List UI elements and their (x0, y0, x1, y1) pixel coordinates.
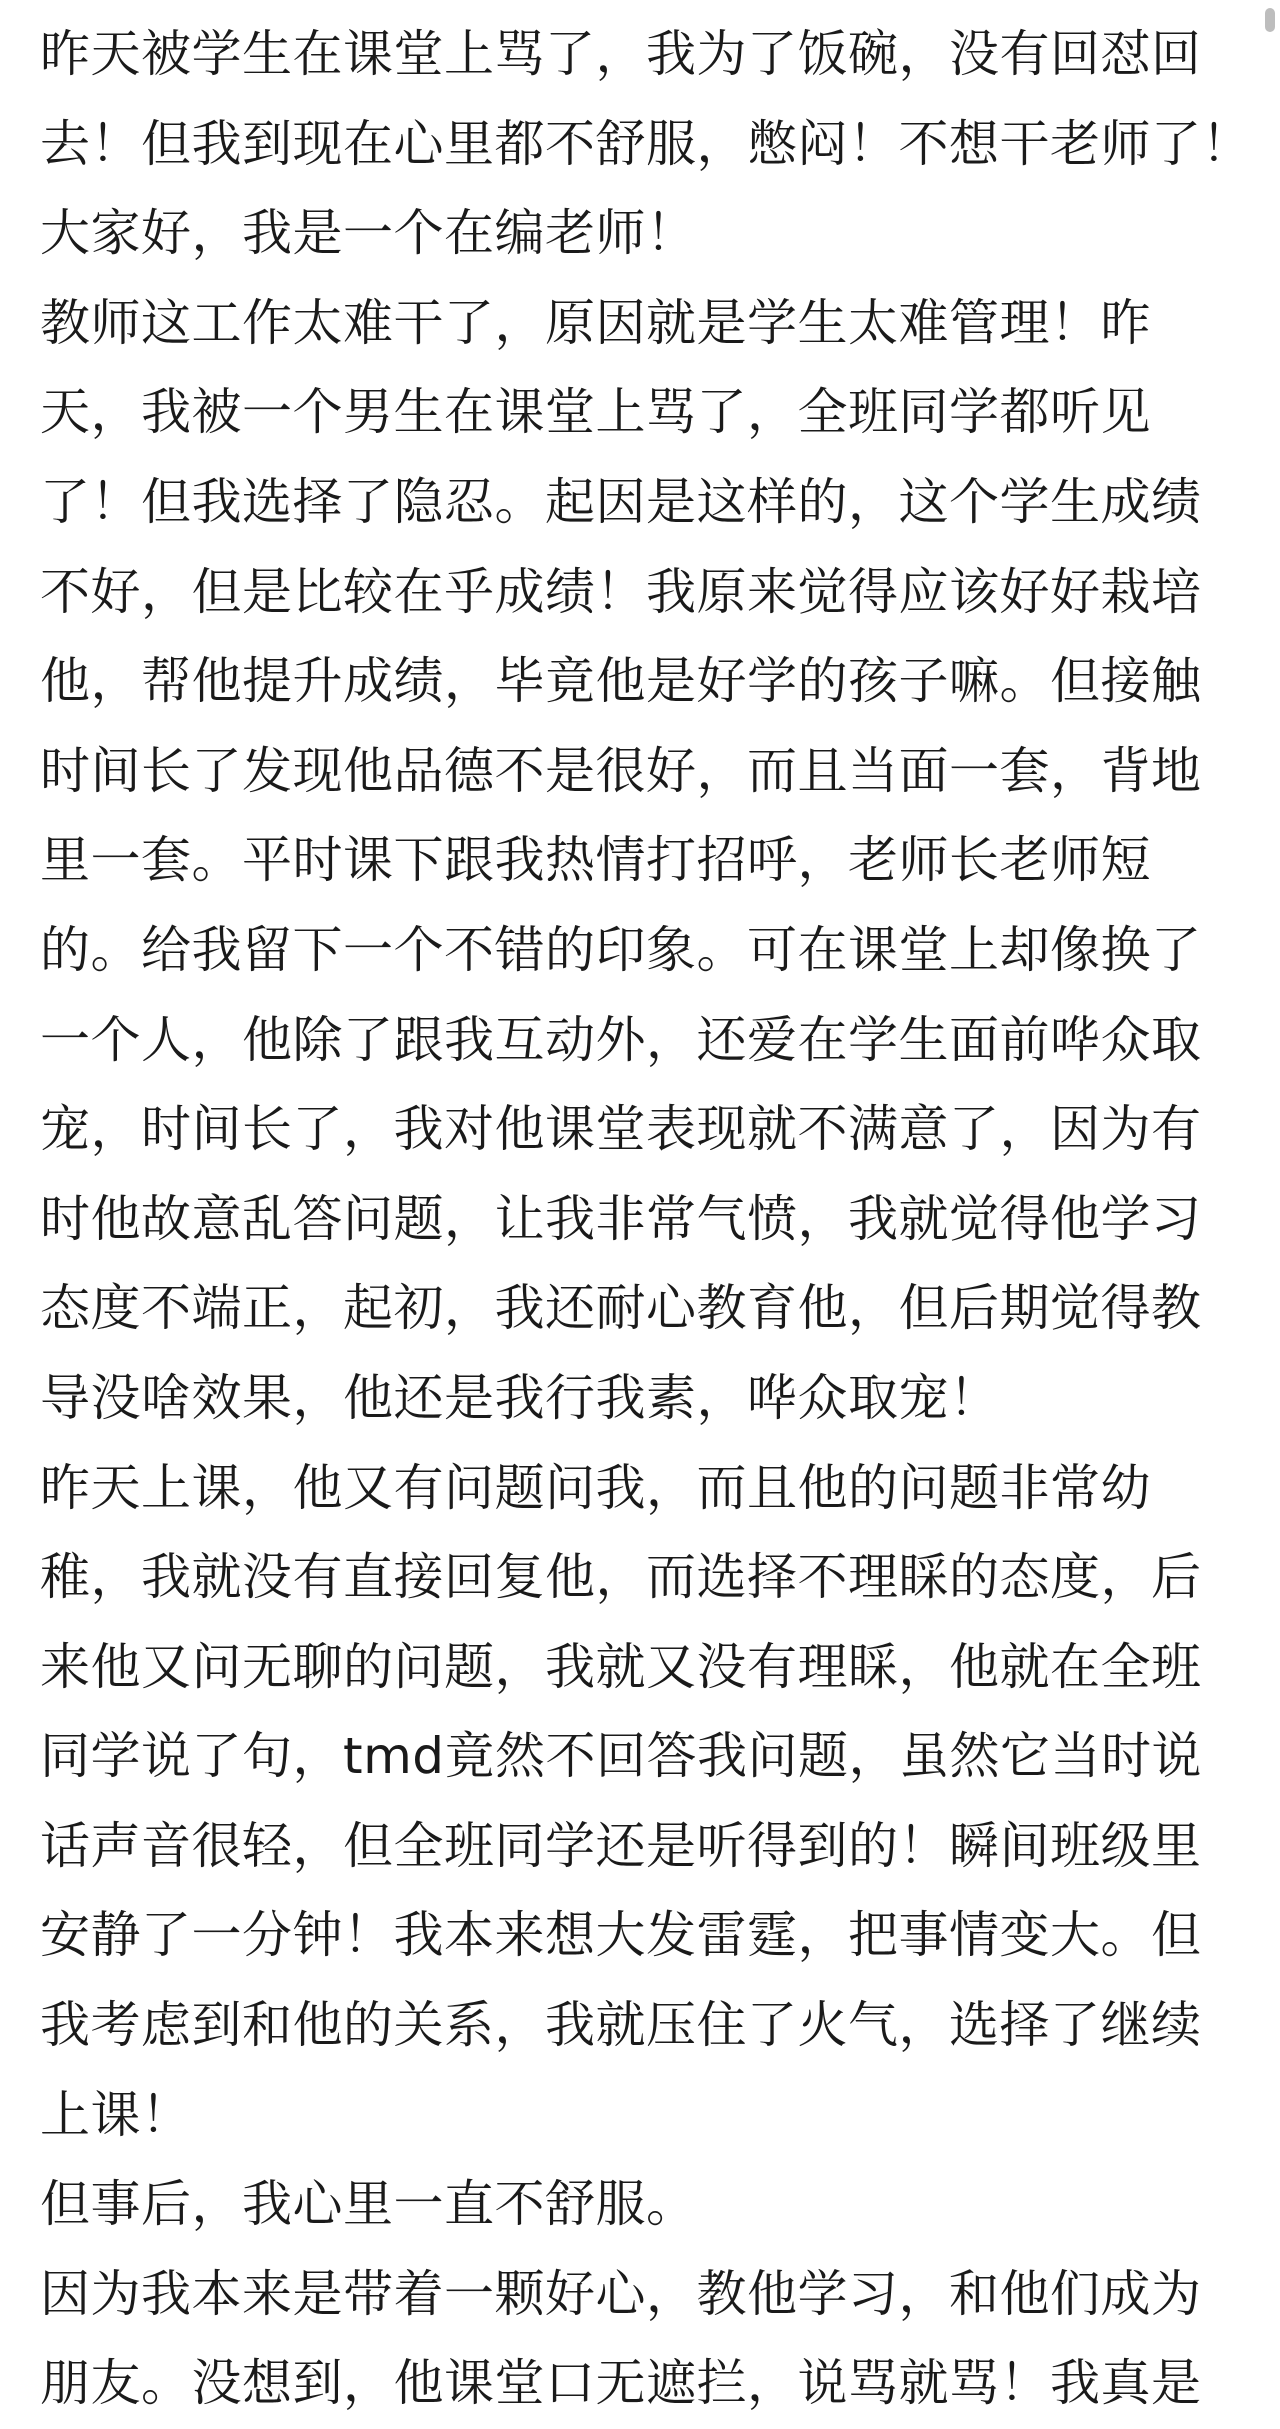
text-line: 宠，时间长了，我对他课堂表现就不满意了，因为有 (40, 1100, 1202, 1159)
article-body (40, 10, 1252, 2429)
text-line: 一个人，他除了跟我互动外，还爱在学生面前哗众取 (40, 1010, 1202, 1069)
text-line: 我考虑到和他的关系，我就压住了火气，选择了继续 (40, 1996, 1202, 2055)
scrollbar-thumb[interactable] (1265, 8, 1275, 32)
text-line: 朋友。没想到，他课堂口无遮拦，说骂就骂！我真是 (40, 2354, 1202, 2413)
text-line: 不好，但是比较在乎成绩！我原来觉得应该好好栽培 (40, 562, 1202, 621)
text-line: 里一套。平时课下跟我热情打招呼，老师长老师短 (40, 831, 1151, 890)
text-line: 了！但我选择了隐忍。起因是这样的，这个学生成绩 (40, 472, 1202, 531)
text-line: 时间长了发现他品德不是很好，而且当面一套，背地 (40, 741, 1202, 800)
text-line: 话声音很轻，但全班同学还是听得到的！瞬间班级里 (40, 1816, 1202, 1875)
text-line: 同学说了句，tmd竟然不回答我问题，虽然它当时说 (40, 1727, 1203, 1786)
text-line: 来他又问无聊的问题，我就又没有理睬，他就在全班 (40, 1637, 1202, 1696)
text-line: 他，帮他提升成绩，毕竟他是好学的孩子嘛。但接触 (40, 652, 1202, 711)
text-line: 导没啥效果，他还是我行我素，哗众取宠！ (40, 1368, 1000, 1427)
text-line: 天，我被一个男生在课堂上骂了，全班同学都听见 (40, 383, 1151, 442)
text-line: 安静了一分钟！我本来想大发雷霆，把事情变大。但 (40, 1906, 1202, 1965)
text-line: 时他故意乱答问题，让我非常气愤，我就觉得他学习 (40, 1189, 1202, 1248)
text-line: 教师这工作太难干了，原因就是学生太难管理！昨 (40, 293, 1151, 352)
text-line: 去！但我到现在心里都不舒服，憋闷！不想干老师了！ (40, 114, 1252, 173)
text-line: 的。给我留下一个不错的印象。可在课堂上却像换了 (40, 920, 1202, 979)
text-line: 但事后，我心里一直不舒服。 (40, 2175, 697, 2234)
text-line: 大家好，我是一个在编老师！ (40, 204, 697, 263)
text-line: 上课！ (40, 2085, 192, 2144)
text-line: 昨天被学生在课堂上骂了，我为了饭碗，没有回怼回 (40, 25, 1202, 83)
text-line: 稚，我就没有直接回复他，而选择不理睬的态度，后 (40, 1548, 1202, 1607)
text-line: 昨天上课，他又有问题问我，而且他的问题非常幼 (40, 1458, 1151, 1517)
text-line: 态度不端正，起初，我还耐心教育他，但后期觉得教 (40, 1279, 1202, 1338)
text-line: 因为我本来是带着一颗好心，教他学习，和他们成为 (40, 2264, 1202, 2323)
